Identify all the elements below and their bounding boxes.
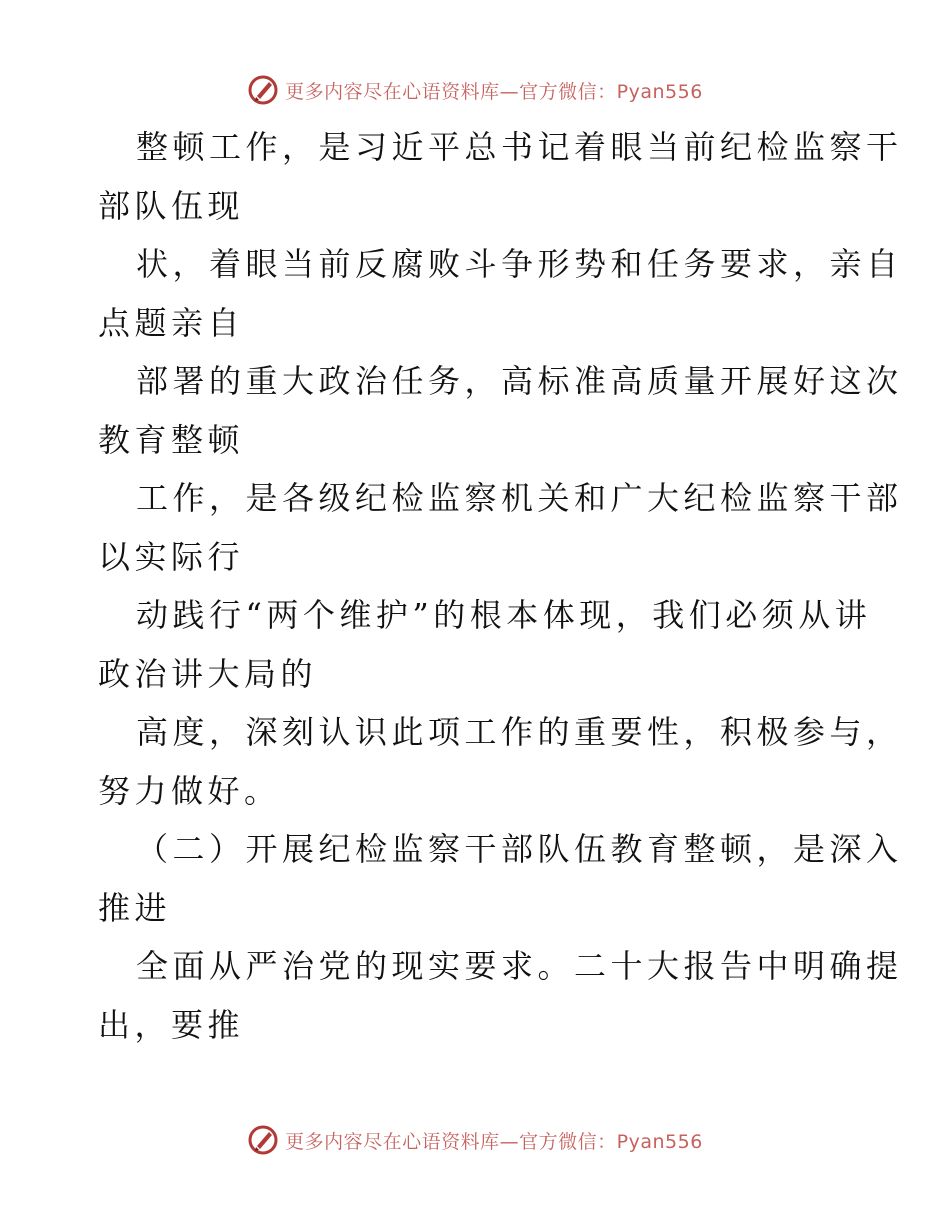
paragraph-line: 整顿工作，是习近平总书记着眼当前纪检监察干 — [136, 128, 903, 166]
paragraph-line: 工作，是各级纪检监察机关和广大纪检监察干部 — [136, 479, 903, 517]
paragraph — [98, 118, 903, 235]
paragraph — [98, 469, 903, 586]
paragraph-line: （二）开展纪检监察干部队伍教育整顿，是深入 — [136, 830, 903, 868]
paragraph — [98, 586, 872, 703]
header-banner — [0, 70, 950, 110]
paragraph-line: 努力做好。 — [98, 771, 281, 810]
paragraph — [98, 703, 903, 820]
paragraph-line: 出，要推 — [98, 1005, 245, 1044]
paragraph-line: 高度，深刻认识此项工作的重要性，积极参与， — [136, 713, 903, 751]
paragraph-line: 动践行“两个维护”的根本体现，我们必须从讲 — [136, 596, 872, 634]
paragraph — [98, 352, 903, 469]
paragraph-line: 政治讲大局的 — [98, 654, 318, 693]
paragraph-line: 部署的重大政治任务，高标准高质量开展好这次 — [136, 362, 903, 400]
paragraph-line: 教育整顿 — [98, 420, 245, 459]
seal-pen-logo-icon — [247, 74, 279, 106]
paragraph — [98, 235, 903, 352]
paragraph — [98, 820, 903, 937]
paragraph-line: 推进 — [98, 888, 172, 927]
document-body — [98, 118, 903, 1054]
paragraph-line: 全面从严治党的现实要求。二十大报告中明确提 — [136, 947, 903, 985]
paragraph — [98, 937, 903, 1054]
footer-banner-text: 更多内容尽在心语资料库—官方微信：Pyan556 — [285, 1130, 703, 1153]
paragraph-line: 点题亲自 — [98, 303, 245, 342]
footer-banner — [0, 1120, 950, 1160]
paragraph-line: 状，着眼当前反腐败斗争形势和任务要求，亲自 — [136, 245, 903, 283]
paragraph-line: 以实际行 — [98, 537, 245, 576]
paragraph-line: 部队伍现 — [98, 186, 245, 225]
seal-pen-logo-icon — [247, 1124, 279, 1156]
header-banner-text: 更多内容尽在心语资料库—官方微信：Pyan556 — [285, 80, 703, 103]
